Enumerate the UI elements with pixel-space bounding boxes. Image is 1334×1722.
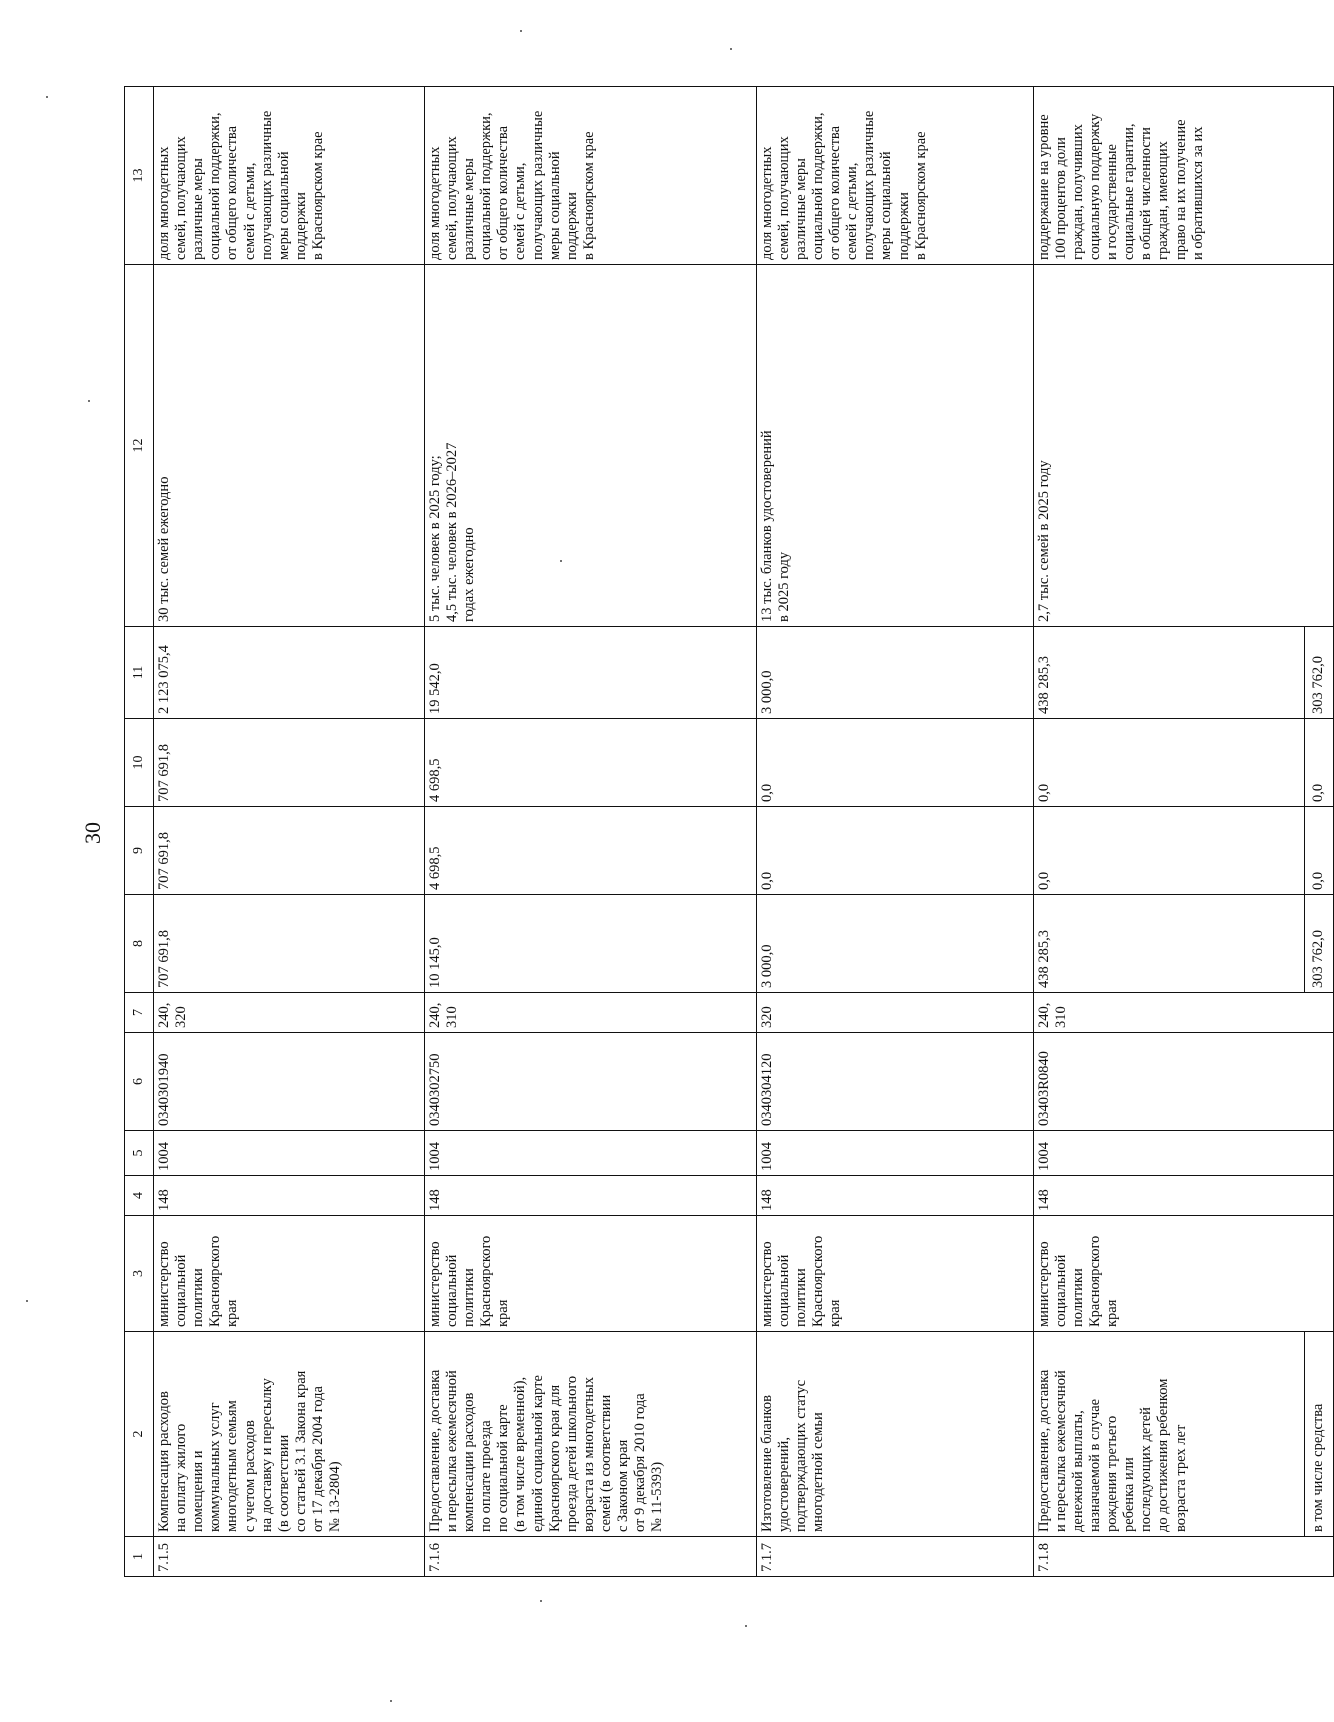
amount-total: 707 691,8 xyxy=(154,895,425,993)
csr-code: 0340301940 xyxy=(154,1033,425,1131)
row-number: 7.1.8 xyxy=(1033,1537,1333,1577)
measure-name: Изготовление бланков удостоверений, подтверждающих статус многодетной семьи xyxy=(756,1332,1033,1537)
amount-period: 3 000,0 xyxy=(756,627,1033,719)
scan-speck xyxy=(46,96,48,98)
measure-name: Предоставление, доставка и пересылка ежемесячной денежной выплаты, назначаемой в случае рождения третьего ребенка или последующих детей до достижения ребенком возраста трех лет xyxy=(1033,1332,1304,1537)
vr-code: 320 xyxy=(756,993,1033,1033)
scan-speck xyxy=(540,1600,542,1602)
grbs-code: 148 xyxy=(756,1176,1033,1216)
measure-name: Предоставление, доставка и пересылка ежемесячной компенсации расходов по оплате проезда по социальной карте (в том числе временной), единой социальной карте Красноярского края для проезда детей школьного возраста из многодетных семей (в соответствии с Законом края от 9 декабря 2010 года № 11-5393) xyxy=(424,1332,756,1537)
expected-result: 13 тыс. бланков удостоверений в 2025 году xyxy=(756,265,1033,627)
amount-year-1: 4 698,5 xyxy=(424,807,756,895)
rzpr-code: 1004 xyxy=(756,1131,1033,1176)
rzpr-code: 1004 xyxy=(424,1131,756,1176)
csr-code: 0340302750 xyxy=(424,1033,756,1131)
subrow-total: 303 762,0 xyxy=(1304,895,1333,993)
indicator: доля многодетных семей, получающих различные меры социальной поддержки, от общего количества семей с детьми, получающих различные меры социальной поддержки в Красноярском крае xyxy=(424,87,756,265)
vr-code: 240, 310 xyxy=(1033,993,1333,1033)
grbs-name: министерство социальной политики Красноярского края xyxy=(1033,1216,1333,1332)
amount-total: 3 000,0 xyxy=(756,895,1033,993)
row-number: 7.1.5 xyxy=(154,1537,425,1577)
amount-year-1: 0,0 xyxy=(1033,807,1304,895)
header-row xyxy=(125,87,154,1577)
amount-year-2: 0,0 xyxy=(1033,719,1304,807)
scan-speck xyxy=(390,1700,392,1702)
header-cell: 10 xyxy=(125,719,154,807)
header-cell: 2 xyxy=(125,1332,154,1537)
amount-period: 19 542,0 xyxy=(424,627,756,719)
subrow-label: в том числе средства xyxy=(1304,1332,1333,1537)
header-cell: 13 xyxy=(125,87,154,265)
amount-total: 438 285,3 xyxy=(1033,895,1304,993)
grbs-code: 148 xyxy=(1033,1176,1333,1216)
measure-name: Компенсация расходов на оплату жилого помещения и коммунальных услуг многодетным семьям с учетом расходов на доставку и пересылку (в соответствии со статьей 3.1 Закона края от 17 декабря 2004 года № 13-2804) xyxy=(154,1332,425,1537)
header-cell: 6 xyxy=(125,1033,154,1131)
table-row-7-1-8 xyxy=(1033,87,1304,1577)
amount-year-2: 4 698,5 xyxy=(424,719,756,807)
scan-speck xyxy=(745,1625,747,1627)
rotated-page xyxy=(124,87,1334,1577)
header-cell: 12 xyxy=(125,265,154,627)
subrow-period: 303 762,0 xyxy=(1304,627,1333,719)
subrow-year-1: 0,0 xyxy=(1304,807,1333,895)
rzpr-code: 1004 xyxy=(1033,1131,1333,1176)
grbs-code: 148 xyxy=(424,1176,756,1216)
table-row-7-1-5 xyxy=(154,87,425,1577)
vr-code: 240, 320 xyxy=(154,993,425,1033)
header-cell: 4 xyxy=(125,1176,154,1216)
header-cell: 5 xyxy=(125,1131,154,1176)
expected-result: 2,7 тыс. семей в 2025 году xyxy=(1033,265,1333,627)
vr-code: 240, 310 xyxy=(424,993,756,1033)
budget-table xyxy=(124,86,1334,1577)
indicator: поддержание на уровне 100 процентов доли граждан, получивших социальную поддержку и государственные социальные гарантии, в общей численности граждан, имеющих право на их получение и обратившихся за их xyxy=(1033,87,1333,265)
scan-speck xyxy=(560,560,562,562)
page-number: 30 xyxy=(80,822,105,844)
csr-code: 03403R0840 xyxy=(1033,1033,1333,1131)
expected-result: 5 тыс. человек в 2025 году; 4,5 тыс. человек в 2026–2027 годах ежегодно xyxy=(424,265,756,627)
subrow-year-2: 0,0 xyxy=(1304,719,1333,807)
header-cell: 7 xyxy=(125,993,154,1033)
table-row-7-1-6 xyxy=(424,87,756,1577)
amount-year-2: 707 691,8 xyxy=(154,719,425,807)
amount-year-1: 707 691,8 xyxy=(154,807,425,895)
row-number: 7.1.6 xyxy=(424,1537,756,1577)
row-number: 7.1.7 xyxy=(756,1537,1033,1577)
amount-period: 438 285,3 xyxy=(1033,627,1304,719)
scan-speck xyxy=(88,400,90,402)
csr-code: 0340304120 xyxy=(756,1033,1033,1131)
rzpr-code: 1004 xyxy=(154,1131,425,1176)
indicator: доля многодетных семей, получающих различные меры социальной поддержки, от общего количества семей с детьми, получающих различные меры социальной поддержки в Красноярском крае xyxy=(756,87,1033,265)
header-cell: 1 xyxy=(125,1537,154,1577)
amount-year-2: 0,0 xyxy=(756,719,1033,807)
grbs-name: министерство социальной политики Красноярского края xyxy=(154,1216,425,1332)
expected-result: 30 тыс. семей ежегодно xyxy=(154,265,425,627)
table-row-7-1-7 xyxy=(756,87,1033,1577)
header-cell: 9 xyxy=(125,807,154,895)
scan-speck xyxy=(730,48,732,50)
grbs-code: 148 xyxy=(154,1176,425,1216)
amount-year-1: 0,0 xyxy=(756,807,1033,895)
grbs-name: министерство социальной политики Красноярского края xyxy=(756,1216,1033,1332)
header-cell: 8 xyxy=(125,895,154,993)
grbs-name: министерство социальной политики Красноярского края xyxy=(424,1216,756,1332)
scan-speck xyxy=(520,30,522,32)
header-cell: 3 xyxy=(125,1216,154,1332)
amount-period: 2 123 075,4 xyxy=(154,627,425,719)
indicator: доля многодетных семей, получающих различные меры социальной поддержки, от общего количества семей с детьми, получающих различные меры социальной поддержки в Красноярском крае xyxy=(154,87,425,265)
amount-total: 10 145,0 xyxy=(424,895,756,993)
scan-speck xyxy=(26,1300,28,1302)
header-cell: 11 xyxy=(125,627,154,719)
